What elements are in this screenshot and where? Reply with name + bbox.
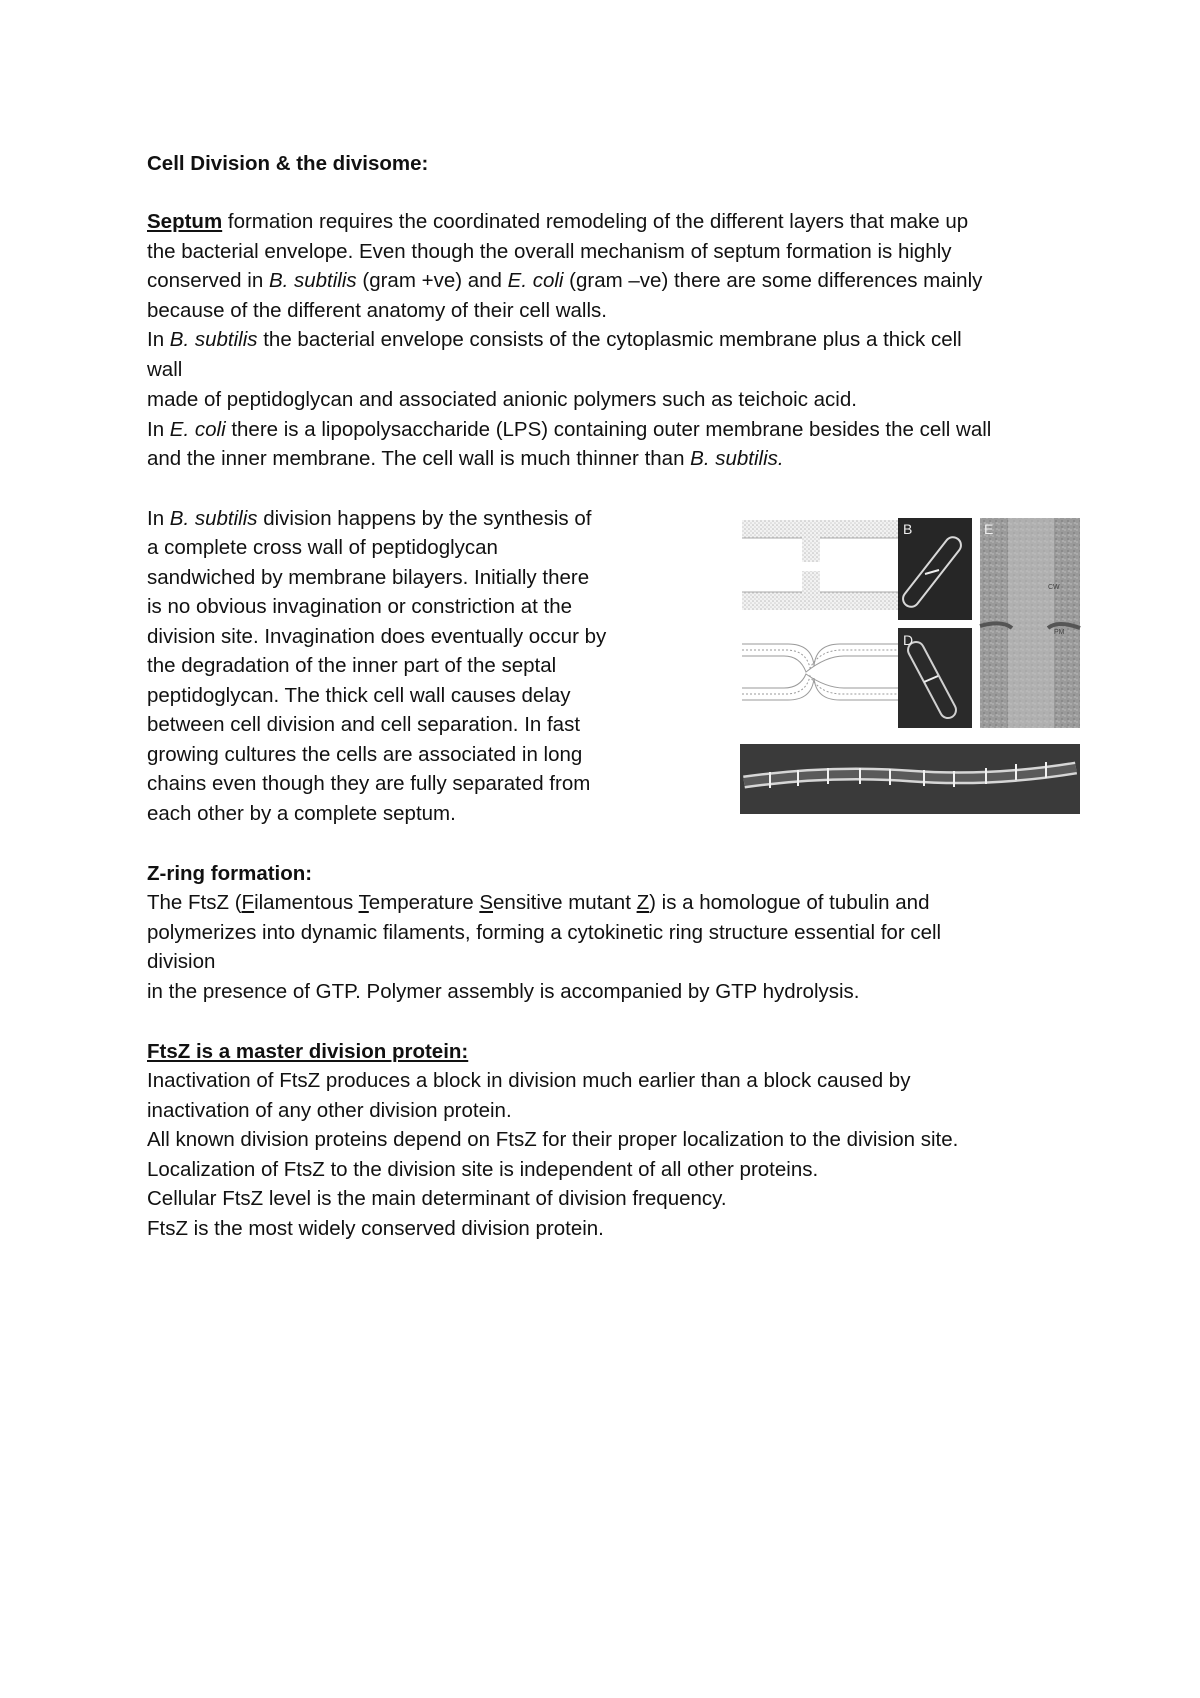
- intro-line-6: wall: [147, 358, 183, 381]
- ftsz-line-6: FtsZ is the most widely conserved division protein.: [147, 1217, 604, 1240]
- text: emperature: [368, 891, 480, 914]
- division-line-4: is no obvious invagination or constriction at the: [147, 595, 573, 618]
- panel-label-b: B: [903, 521, 913, 537]
- micrograph-e: [980, 518, 1080, 728]
- division-line-3: sandwiched by membrane bilayers. Initially there: [147, 566, 590, 589]
- acronym-letter: T: [358, 891, 369, 914]
- schematic-invagination: [742, 640, 912, 700]
- text: formation requires the coordinated remodeling of the different layers that make up: [222, 210, 969, 233]
- division-line-1: [147, 509, 591, 530]
- septum-term: Septum: [147, 210, 223, 233]
- species-name: E. coli: [507, 269, 564, 292]
- zring-line-2: polymerizes into dynamic filaments, forming a cytokinetic ring structure essential for cell: [147, 921, 942, 944]
- intro-line-5: [147, 330, 962, 351]
- micrograph-d: [898, 628, 972, 728]
- species-name: B. subtilis: [268, 269, 357, 292]
- text: conserved in: [147, 269, 269, 292]
- text: ensitive mutant: [493, 891, 637, 914]
- zring-heading: Z-ring formation:: [147, 862, 313, 885]
- septum-figure: [740, 516, 1082, 814]
- intro-line-8: [147, 420, 991, 441]
- division-line-8: between cell division and cell separation. In fast: [147, 713, 581, 736]
- text: division happens by the synthesis of: [257, 507, 592, 530]
- intro-line-7: made of peptidoglycan and associated anionic polymers such as teichoic acid.: [147, 388, 857, 411]
- cw-label-3: CW: [1048, 584, 1060, 591]
- division-line-2: a complete cross wall of peptidoglycan: [147, 536, 498, 559]
- panel-label-d: D: [903, 632, 914, 648]
- text: The FtsZ (: [147, 891, 242, 914]
- ftsz-line-4: Localization of FtsZ to the division site is independent of all other proteins.: [147, 1158, 819, 1181]
- zring-line-3: division: [147, 950, 216, 973]
- zring-line-1: [147, 893, 929, 914]
- division-line-5: division site. Invagination does eventually occur by: [147, 625, 607, 648]
- division-line-7: peptidoglycan. The thick cell wall causes delay: [147, 684, 571, 707]
- text: In: [147, 418, 170, 441]
- species-name: B. subtilis.: [690, 447, 784, 470]
- division-line-11: each other by a complete septum.: [147, 802, 456, 825]
- text: and the inner membrane. The cell wall is much thinner than: [147, 447, 691, 470]
- micrograph-b: [898, 518, 972, 620]
- text: the bacterial envelope consists of the cytoplasmic membrane plus a thick cell: [257, 328, 962, 351]
- intro-line-2: the bacterial envelope. Even though the overall mechanism of septum formation is highly: [147, 240, 952, 263]
- acronym-letter: Z: [636, 891, 650, 914]
- intro-line-9: [147, 449, 784, 470]
- species-name: B. subtilis: [169, 507, 258, 530]
- species-name: E. coli: [169, 418, 226, 441]
- text: (gram –ve) there are some differences mainly: [563, 269, 983, 292]
- acronym-letter: S: [479, 891, 494, 914]
- pm-label-3: PM: [1054, 629, 1065, 636]
- septum-figure-svg: [740, 516, 1082, 814]
- division-line-9: growing cultures the cells are associated in long: [147, 743, 583, 766]
- text: there is a lipopolysaccharide (LPS) containing outer membrane besides the cell wall: [225, 418, 992, 441]
- zring-line-4: in the presence of GTP. Polymer assembly is accompanied by GTP hydrolysis.: [147, 980, 860, 1003]
- text: (gram +ve) and: [356, 269, 508, 292]
- micrograph-chain: [740, 744, 1080, 814]
- intro-line-4: because of the different anatomy of their cell walls.: [147, 299, 607, 322]
- division-line-10: chains even though they are fully separated from: [147, 772, 591, 795]
- page-title: Cell Division & the divisome:: [147, 152, 429, 175]
- text: In: [147, 507, 170, 530]
- text: ) is a homologue of tubulin and: [649, 891, 930, 914]
- ftsz-line-5: Cellular FtsZ level is the main determinant of division frequency.: [147, 1187, 727, 1210]
- ftsz-heading: FtsZ is a master division protein:: [147, 1040, 469, 1063]
- division-line-6: the degradation of the inner part of the septal: [147, 654, 557, 677]
- ftsz-line-2: inactivation of any other division protein.: [147, 1099, 512, 1122]
- text: In: [147, 328, 170, 351]
- species-name: B. subtilis: [169, 328, 258, 351]
- ftsz-line-3: All known division proteins depend on FtsZ for their proper localization to the division site.: [147, 1128, 959, 1151]
- acronym-letter: F: [241, 891, 255, 914]
- intro-line-3: [147, 271, 982, 292]
- panel-label-e: E: [984, 521, 994, 537]
- ftsz-line-1: Inactivation of FtsZ produces a block in division much earlier than a block caused by: [147, 1069, 911, 1092]
- text: ilamentous: [254, 891, 359, 914]
- intro-line-1: [147, 212, 968, 233]
